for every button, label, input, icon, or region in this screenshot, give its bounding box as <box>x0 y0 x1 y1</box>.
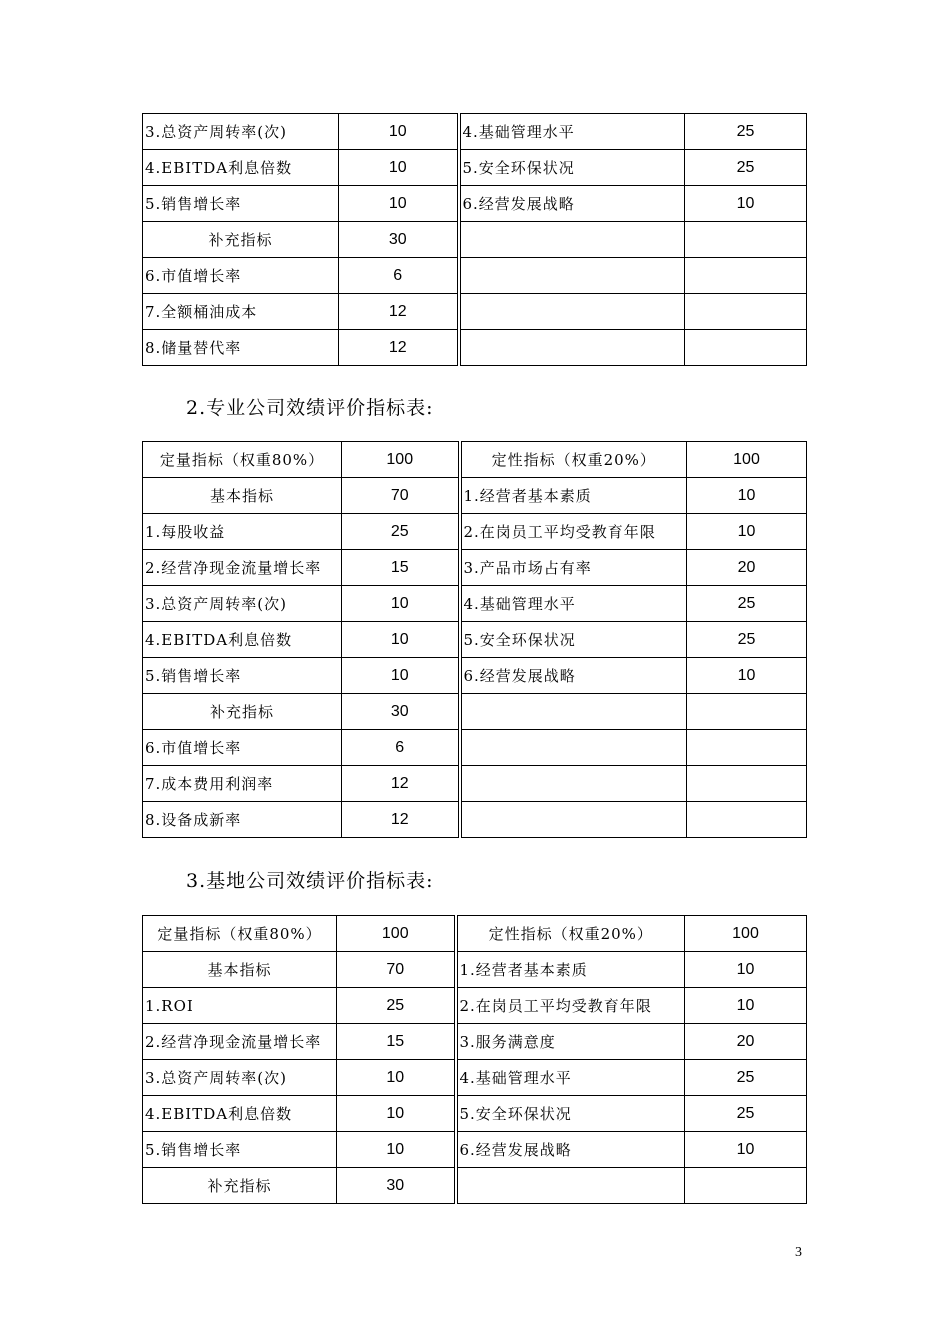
quant-indicator-cell: 4.EBITDA利息倍数 <box>143 622 342 658</box>
quant-indicator-cell: 2.经营净现金流量增长率 <box>143 1024 337 1060</box>
qual-indicator-cell <box>459 222 685 258</box>
quant-weight-cell: 100 <box>337 916 456 952</box>
table-row <box>143 730 807 766</box>
table-row <box>143 802 807 838</box>
table-row <box>143 478 807 514</box>
qual-weight-cell: 100 <box>685 916 807 952</box>
indicator-table-2 <box>142 441 807 838</box>
table-row <box>143 550 807 586</box>
quant-indicator-cell: 8.设备成新率 <box>143 802 342 838</box>
quant-indicator-cell: 定量指标（权重80%） <box>143 916 337 952</box>
qual-weight-cell <box>685 294 807 330</box>
qual-indicator-cell <box>459 258 685 294</box>
table-row <box>143 114 807 150</box>
quant-weight-cell: 10 <box>342 586 460 622</box>
quant-indicator-cell: 4.EBITDA利息倍数 <box>143 1096 337 1132</box>
quant-weight-cell: 10 <box>337 1132 456 1168</box>
quant-indicator-cell: 基本指标 <box>143 952 337 988</box>
qual-indicator-cell: 4.基础管理水平 <box>460 586 687 622</box>
qual-weight-cell <box>685 330 807 366</box>
quant-weight-cell: 10 <box>337 1096 456 1132</box>
table-row <box>143 258 807 294</box>
quant-weight-cell: 10 <box>339 114 459 150</box>
quant-weight-cell: 12 <box>339 294 459 330</box>
quant-indicator-cell: 3.总资产周转率(次) <box>143 1060 337 1096</box>
qual-weight-cell: 25 <box>687 622 807 658</box>
quant-indicator-cell: 补充指标 <box>143 694 342 730</box>
qual-indicator-cell: 定性指标（权重20%） <box>460 442 687 478</box>
quant-indicator-cell: 3.总资产周转率(次) <box>143 586 342 622</box>
quant-indicator-cell: 7.成本费用利润率 <box>143 766 342 802</box>
table-row <box>143 1096 807 1132</box>
table-row <box>143 1168 807 1204</box>
table-row <box>143 622 807 658</box>
quant-weight-cell: 30 <box>339 222 459 258</box>
quant-weight-cell: 12 <box>342 802 460 838</box>
qual-indicator-cell <box>460 802 687 838</box>
qual-indicator-cell: 2.在岗员工平均受教育年限 <box>460 514 687 550</box>
table-row <box>143 330 807 366</box>
indicator-table-3 <box>142 915 807 1204</box>
table-row <box>143 1132 807 1168</box>
quant-indicator-cell: 2.经营净现金流量增长率 <box>143 550 342 586</box>
qual-indicator-cell: 定性指标（权重20%） <box>456 916 685 952</box>
quant-weight-cell: 10 <box>339 186 459 222</box>
qual-weight-cell: 10 <box>687 478 807 514</box>
table-row <box>143 222 807 258</box>
table-row <box>143 150 807 186</box>
qual-indicator-cell: 5.安全环保状况 <box>459 150 685 186</box>
qual-weight-cell: 100 <box>687 442 807 478</box>
quant-indicator-cell: 补充指标 <box>143 1168 337 1204</box>
quant-weight-cell: 10 <box>337 1060 456 1096</box>
quant-indicator-cell: 4.EBITDA利息倍数 <box>143 150 339 186</box>
qual-weight-cell <box>687 694 807 730</box>
quant-indicator-cell: 5.销售增长率 <box>143 186 339 222</box>
qual-indicator-cell: 3.产品市场占有率 <box>460 550 687 586</box>
table-row <box>143 694 807 730</box>
qual-weight-cell: 25 <box>687 586 807 622</box>
quant-indicator-cell: 5.销售增长率 <box>143 1132 337 1168</box>
qual-indicator-cell: 6.经营发展战略 <box>456 1132 685 1168</box>
table-row <box>143 658 807 694</box>
table-row <box>143 952 807 988</box>
quant-indicator-cell: 1.每股收益 <box>143 514 342 550</box>
qual-indicator-cell <box>460 730 687 766</box>
quant-weight-cell: 12 <box>342 766 460 802</box>
table-row <box>143 988 807 1024</box>
quant-indicator-cell: 5.销售增长率 <box>143 658 342 694</box>
table-row <box>143 514 807 550</box>
qual-weight-cell: 10 <box>685 186 807 222</box>
quant-indicator-cell: 7.全额桶油成本 <box>143 294 339 330</box>
quant-weight-cell: 10 <box>342 658 460 694</box>
page-number: 3 <box>795 1245 802 1260</box>
quant-indicator-cell: 1.ROI <box>143 988 337 1024</box>
table-row <box>143 442 807 478</box>
qual-weight-cell: 25 <box>685 150 807 186</box>
qual-indicator-cell <box>456 1168 685 1204</box>
quant-indicator-cell: 6.市值增长率 <box>143 730 342 766</box>
table-row <box>143 766 807 802</box>
quant-weight-cell: 6 <box>342 730 460 766</box>
qual-weight-cell: 20 <box>685 1024 807 1060</box>
quant-indicator-cell: 3.总资产周转率(次) <box>143 114 339 150</box>
qual-weight-cell <box>685 1168 807 1204</box>
table-row <box>143 916 807 952</box>
quant-weight-cell: 10 <box>342 622 460 658</box>
table-row <box>143 586 807 622</box>
section-heading-2: 2.专业公司效绩评价指标表: <box>186 397 434 419</box>
table-row <box>143 1024 807 1060</box>
qual-weight-cell: 25 <box>685 1096 807 1132</box>
quant-weight-cell: 70 <box>337 952 456 988</box>
qual-indicator-cell: 3.服务满意度 <box>456 1024 685 1060</box>
quant-weight-cell: 25 <box>342 514 460 550</box>
qual-weight-cell: 25 <box>685 114 807 150</box>
quant-weight-cell: 6 <box>339 258 459 294</box>
qual-indicator-cell <box>460 766 687 802</box>
quant-indicator-cell: 基本指标 <box>143 478 342 514</box>
qual-weight-cell: 10 <box>685 952 807 988</box>
qual-weight-cell: 10 <box>685 988 807 1024</box>
quant-weight-cell: 12 <box>339 330 459 366</box>
qual-weight-cell: 10 <box>687 658 807 694</box>
qual-indicator-cell: 6.经营发展战略 <box>460 658 687 694</box>
qual-weight-cell: 10 <box>685 1132 807 1168</box>
table-row <box>143 294 807 330</box>
qual-indicator-cell <box>459 294 685 330</box>
qual-weight-cell <box>687 766 807 802</box>
quant-weight-cell: 10 <box>339 150 459 186</box>
qual-indicator-cell: 6.经营发展战略 <box>459 186 685 222</box>
table-row <box>143 186 807 222</box>
quant-indicator-cell: 8.储量替代率 <box>143 330 339 366</box>
quant-indicator-cell: 6.市值增长率 <box>143 258 339 294</box>
qual-indicator-cell: 4.基础管理水平 <box>459 114 685 150</box>
qual-indicator-cell: 2.在岗员工平均受教育年限 <box>456 988 685 1024</box>
qual-weight-cell <box>687 802 807 838</box>
qual-weight-cell: 10 <box>687 514 807 550</box>
qual-weight-cell <box>685 222 807 258</box>
quant-weight-cell: 15 <box>342 550 460 586</box>
quant-weight-cell: 15 <box>337 1024 456 1060</box>
qual-indicator-cell: 1.经营者基本素质 <box>456 952 685 988</box>
qual-indicator-cell: 1.经营者基本素质 <box>460 478 687 514</box>
quant-weight-cell: 25 <box>337 988 456 1024</box>
section-heading-3: 3.基地公司效绩评价指标表: <box>186 870 434 892</box>
qual-weight-cell <box>687 730 807 766</box>
qual-weight-cell: 20 <box>687 550 807 586</box>
quant-weight-cell: 70 <box>342 478 460 514</box>
qual-indicator-cell: 5.安全环保状况 <box>456 1096 685 1132</box>
qual-weight-cell <box>685 258 807 294</box>
qual-indicator-cell: 4.基础管理水平 <box>456 1060 685 1096</box>
table-row <box>143 1060 807 1096</box>
qual-indicator-cell <box>459 330 685 366</box>
qual-indicator-cell <box>460 694 687 730</box>
quant-weight-cell: 30 <box>342 694 460 730</box>
qual-weight-cell: 25 <box>685 1060 807 1096</box>
quant-indicator-cell: 定量指标（权重80%） <box>143 442 342 478</box>
quant-weight-cell: 100 <box>342 442 460 478</box>
quant-indicator-cell: 补充指标 <box>143 222 339 258</box>
quant-weight-cell: 30 <box>337 1168 456 1204</box>
indicator-table-1 <box>142 113 807 366</box>
qual-indicator-cell: 5.安全环保状况 <box>460 622 687 658</box>
